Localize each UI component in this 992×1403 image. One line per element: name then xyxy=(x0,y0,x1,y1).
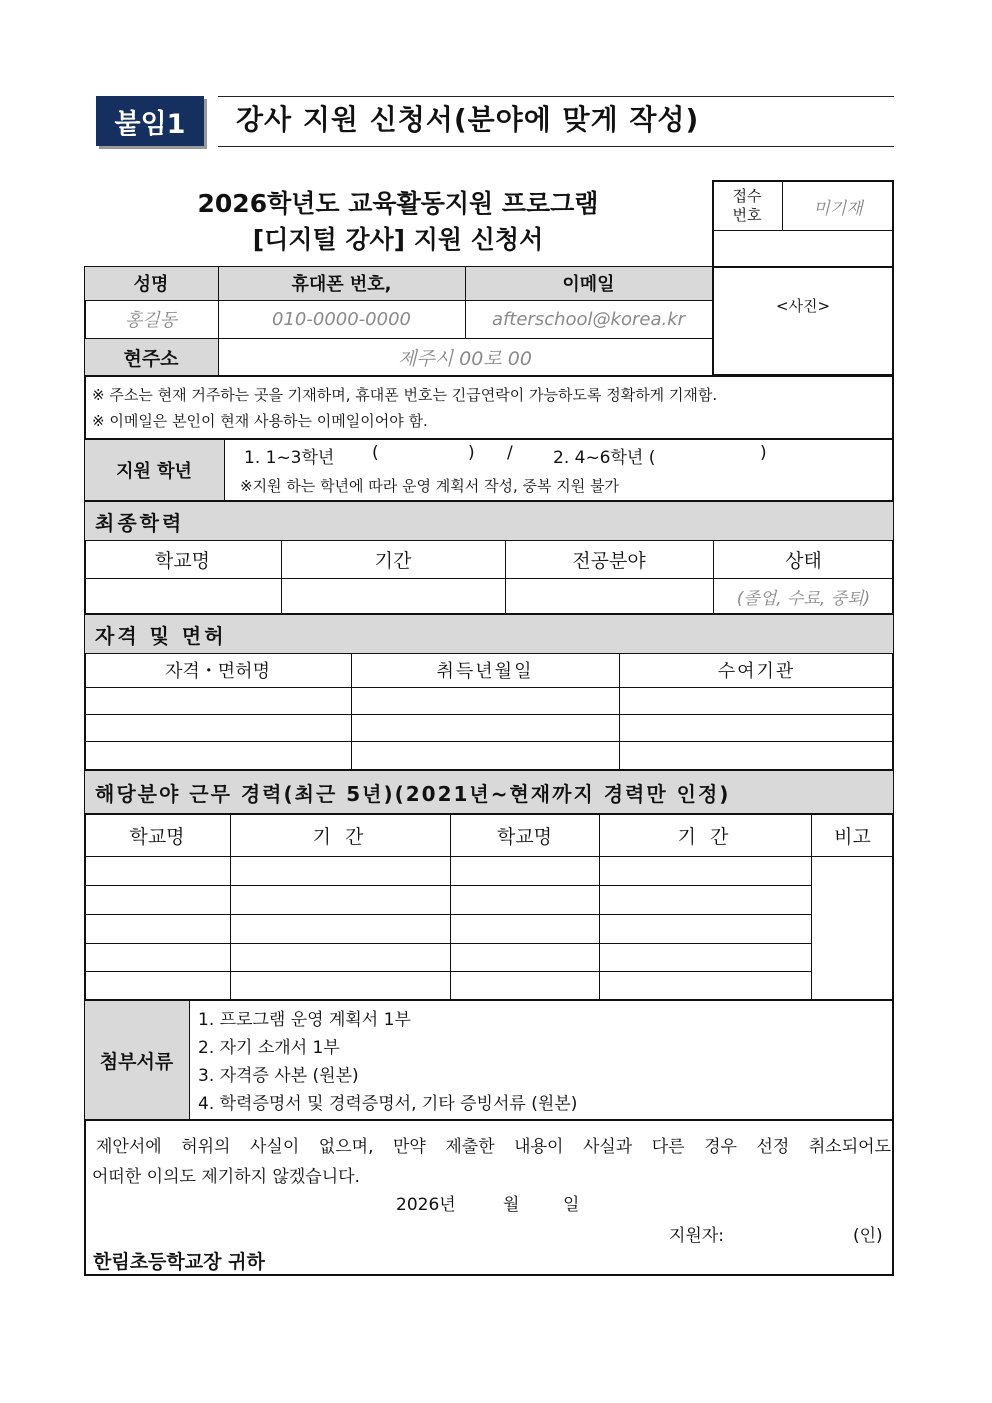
form-title-line1: 2026학년도 교육활동지원 프로그램 xyxy=(197,189,599,218)
address-field[interactable]: 제주시 00로 00 xyxy=(398,347,532,370)
phone-field[interactable]: 010-0000-0000 xyxy=(272,308,411,330)
rule xyxy=(84,1119,894,1121)
header-rule-bottom xyxy=(218,146,894,147)
attachments-label: 첨부서류 xyxy=(99,1050,174,1073)
edu-col-period: 기간 xyxy=(374,549,412,572)
rule xyxy=(84,971,811,972)
rule xyxy=(84,741,894,742)
rule xyxy=(84,943,811,944)
photo-placeholder[interactable]: <사진> xyxy=(775,296,831,315)
edu-status-input[interactable]: (졸업, 수료, 중퇴) xyxy=(736,588,871,609)
declaration-line2: 어떠한 이의도 제기하지 않겠습니다. xyxy=(92,1167,360,1187)
rule xyxy=(712,230,894,231)
grade-paren2-close: ) xyxy=(760,443,767,463)
career-col-period-2: 기 간 xyxy=(677,825,733,848)
applicant-signature-label: 지원자: xyxy=(669,1226,724,1246)
grade-separator: / xyxy=(507,443,513,463)
rule xyxy=(84,999,894,1001)
license-col-date: 취득년월일 xyxy=(436,661,534,682)
rule xyxy=(189,1000,190,1120)
edu-major-input[interactable] xyxy=(506,579,712,613)
edu-school-input[interactable] xyxy=(85,579,280,613)
education-section-header: 최종학력 xyxy=(85,502,893,540)
rule xyxy=(224,439,225,500)
receipt-number-value[interactable]: 미기재 xyxy=(813,198,863,219)
rule xyxy=(84,856,894,857)
edu-col-school: 학교명 xyxy=(154,549,211,572)
page-title: 강사 지원 신청서(분야에 맞게 작성) xyxy=(236,103,700,136)
address-label: 현주소 xyxy=(123,347,179,370)
note-address: ※ 주소는 현재 거주하는 곳을 기재하며, 휴대폰 번호는 긴급연락이 가능하도록 정확하게 기재함. xyxy=(92,386,718,404)
attachment-item: 4. 학력증명서 및 경력증명서, 기타 증빙서류 (원본) xyxy=(198,1094,578,1114)
career-col-school-1: 학교명 xyxy=(129,825,185,848)
rule xyxy=(84,687,894,688)
header-rule-top xyxy=(218,96,894,97)
rule xyxy=(84,914,811,915)
attachment-item: 3. 자격증 사본 (원본) xyxy=(198,1066,359,1086)
grade-option-1: 1. 1~3학년 xyxy=(244,448,335,468)
career-section-header: 해당분야 근무 경력(최근 5년)(2021년~현재까지 경력만 인정) xyxy=(85,771,893,813)
edu-col-status: 상태 xyxy=(785,549,822,572)
license-section-header: 자격 및 면허 xyxy=(85,615,893,653)
email-label: 이메일 xyxy=(562,274,615,295)
career-col-school-2: 학교명 xyxy=(496,825,553,848)
license-col-issuer: 수여기관 xyxy=(717,661,796,682)
edu-col-major: 전공분야 xyxy=(572,549,646,572)
note-email: ※ 이메일은 본인이 현재 사용하는 이메일이어야 함. xyxy=(92,412,428,430)
name-field[interactable]: 홍길동 xyxy=(124,310,178,331)
rule xyxy=(84,714,894,715)
date-year: 2026년 xyxy=(396,1195,456,1215)
license-col-name: 자격・면허명 xyxy=(165,661,270,682)
grade-paren-open: ( xyxy=(372,443,379,463)
career-col-remarks: 비고 xyxy=(834,825,871,848)
seal-mark: (인) xyxy=(853,1226,883,1246)
form-title-line2: [디지털 강사] 지원 신청서 xyxy=(252,225,544,254)
email-field[interactable]: afterschool@korea.kr xyxy=(491,308,686,330)
phone-label: 휴대폰 번호, xyxy=(291,274,392,295)
notes xyxy=(92,382,717,434)
date-day: 일 xyxy=(563,1195,580,1215)
addressee: 한림초등학교장 귀하 xyxy=(93,1251,265,1273)
grade-note: ※지원 하는 학년에 따라 운영 계획서 작성, 중복 지원 불가 xyxy=(240,477,620,495)
declaration-line1: 제안서에 허위의 사실이 없으며, 만약 제출한 내용이 사실과 다른 경우 선정 취소되어도 xyxy=(96,1137,891,1157)
rule xyxy=(84,885,811,886)
receipt-number-label: 접수 번호 xyxy=(732,187,762,224)
attachments-list xyxy=(198,1006,577,1118)
attachment-item: 1. 프로그램 운영 계획서 1부 xyxy=(198,1010,411,1030)
form-title xyxy=(84,186,712,258)
grade-label: 지원 학년 xyxy=(116,461,192,482)
date-month: 월 xyxy=(503,1195,520,1215)
grade-paren-close: ) xyxy=(468,443,475,463)
edu-period-input[interactable] xyxy=(282,579,504,613)
attachment-badge: 붙임1 xyxy=(96,96,204,146)
name-label: 성명 xyxy=(133,274,169,295)
grade-4-6-input[interactable] xyxy=(676,440,758,468)
career-col-period-1: 기 간 xyxy=(312,825,368,848)
grade-1-3-input[interactable] xyxy=(384,440,464,468)
grade-option-2: 2. 4~6학년 ( xyxy=(553,448,656,468)
attachment-item: 2. 자기 소개서 1부 xyxy=(198,1038,340,1058)
applicant-signature-input[interactable] xyxy=(740,1218,850,1244)
